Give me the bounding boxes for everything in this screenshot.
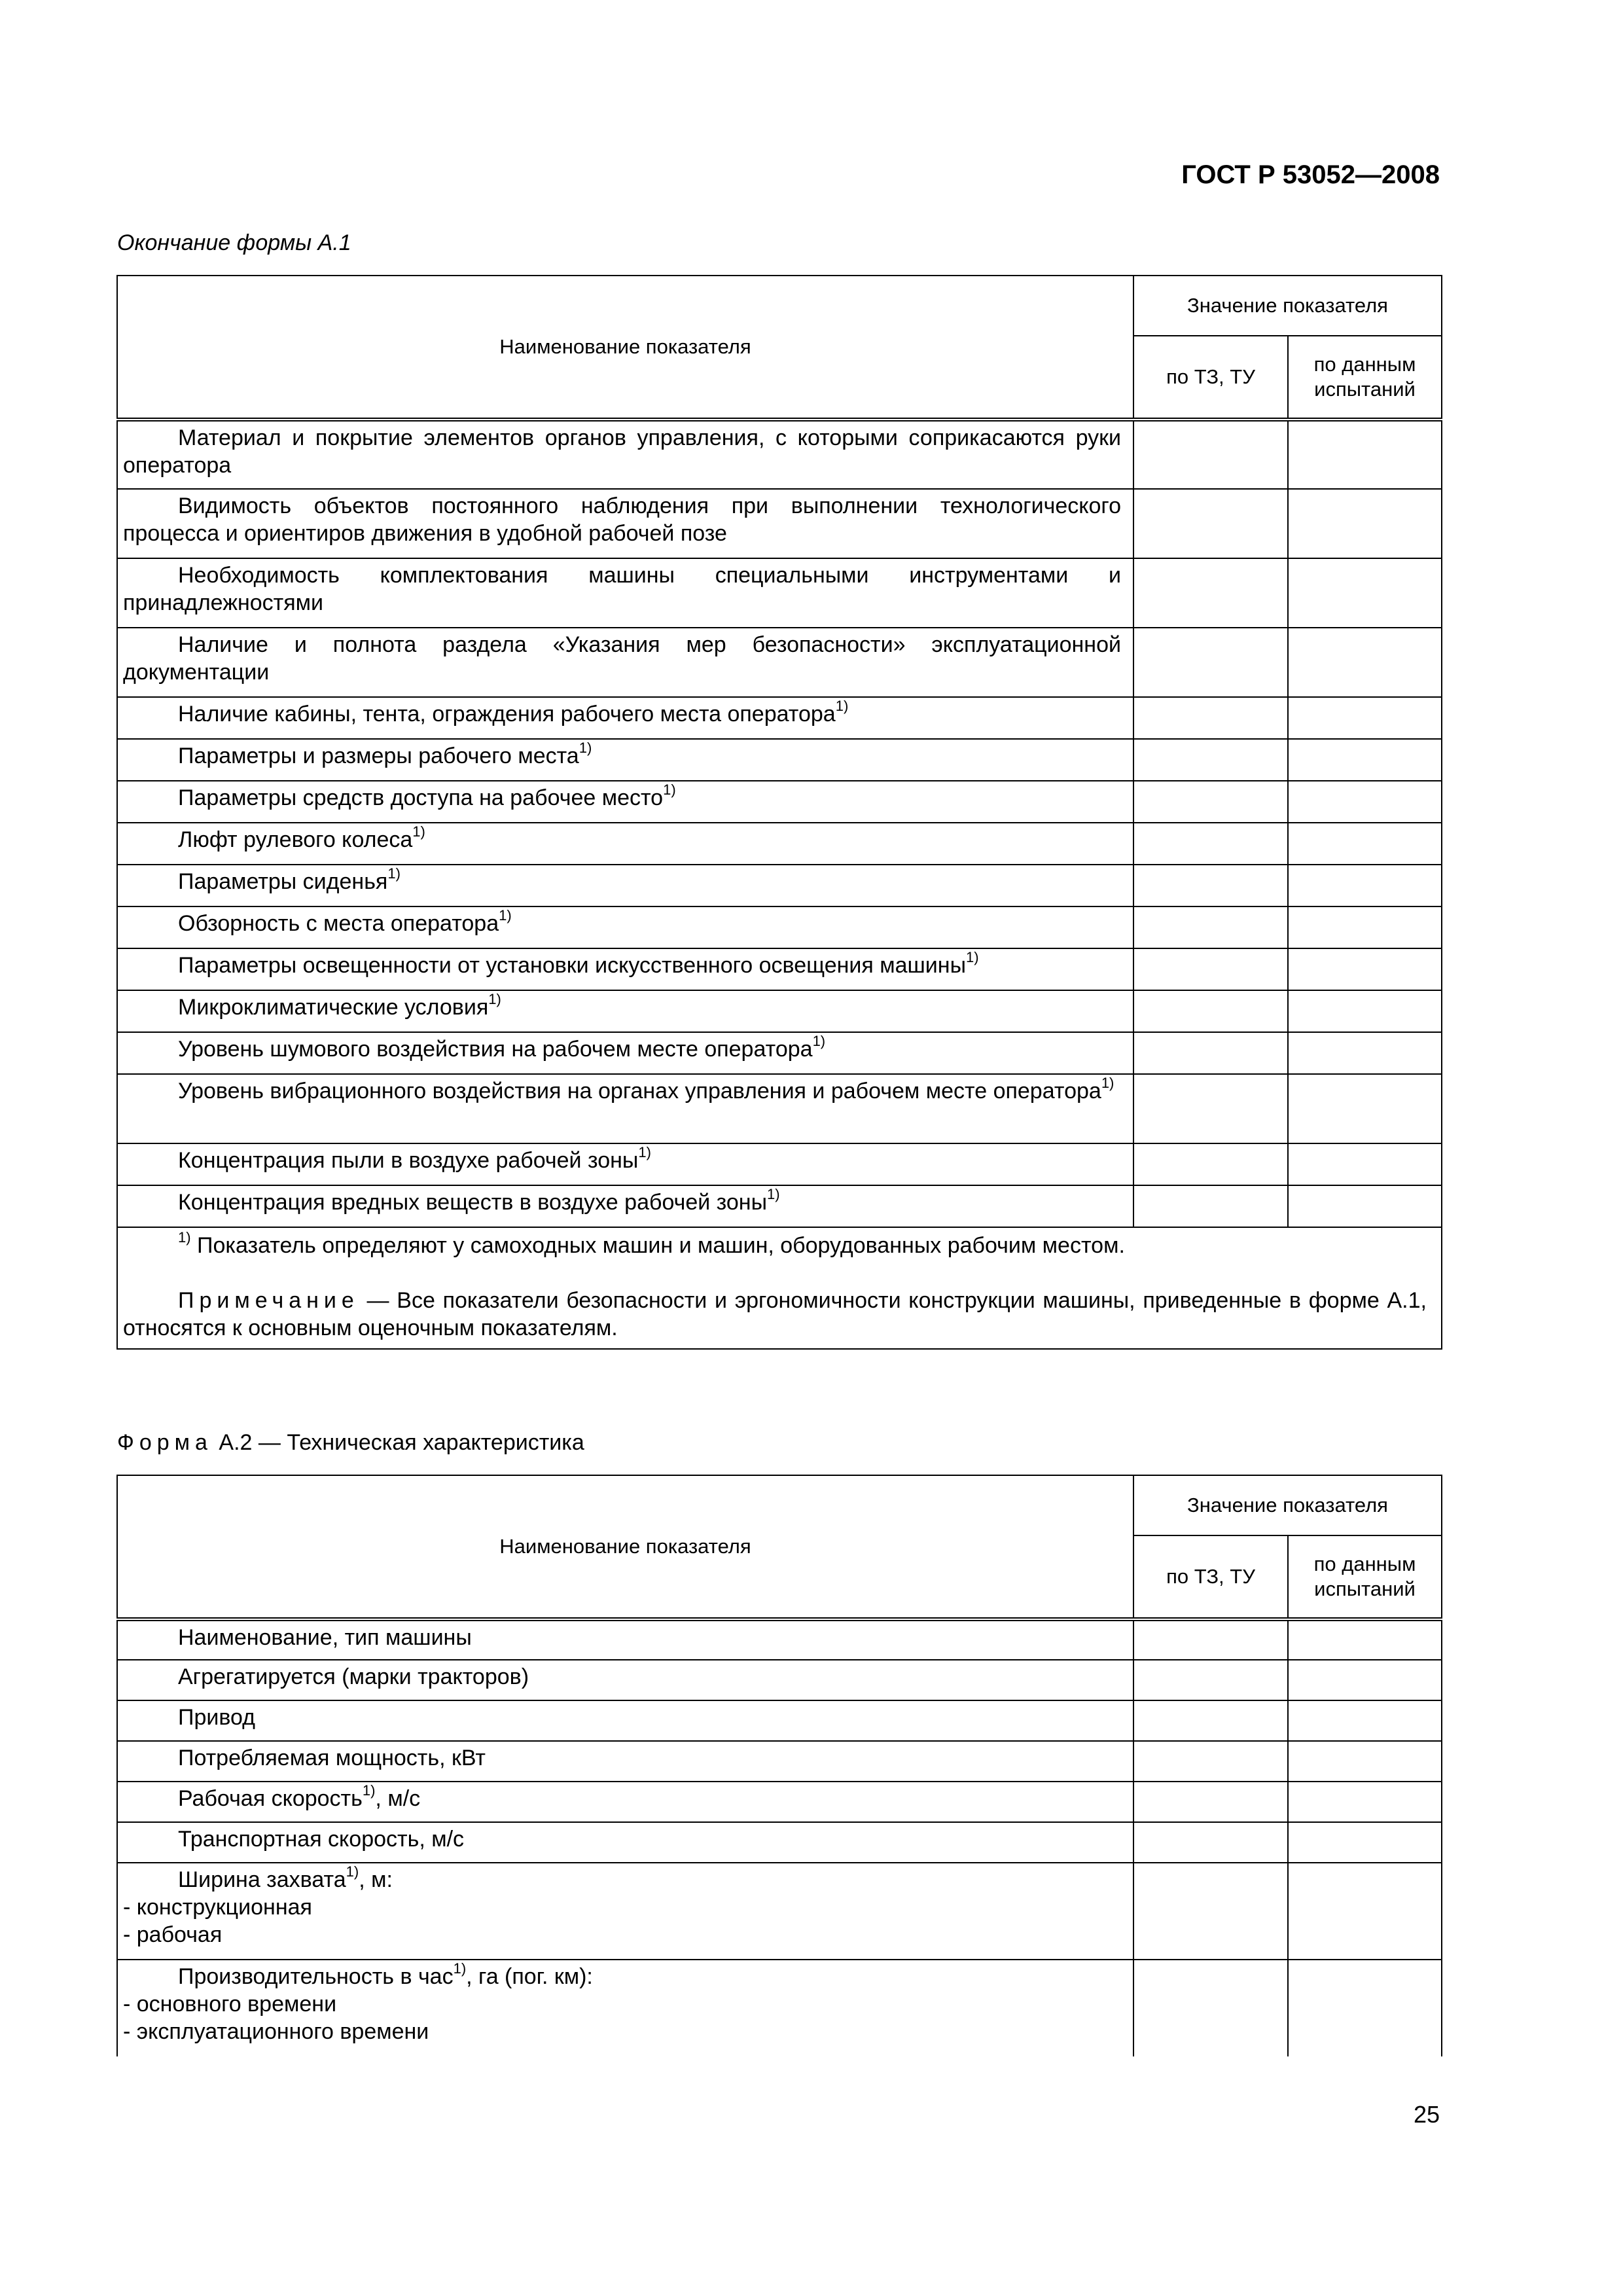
table-row <box>117 1822 1442 1863</box>
table-row <box>117 489 1442 558</box>
value-cell-test <box>1288 1863 1442 1960</box>
note-text: — Все показатели безопасности и эргономичности конструкции машины, приведенные в форме А.1, относятся к основным оценочным показателям. <box>123 1288 1427 1340</box>
column-header-tz: по ТЗ, ТУ <box>1133 336 1288 420</box>
value-cell-tz <box>1133 558 1288 628</box>
table-row <box>117 823 1442 865</box>
table-row <box>117 1619 1442 1660</box>
footnote-ref: 1) <box>453 1960 467 1977</box>
value-cell-test <box>1288 781 1442 823</box>
row-sub-item: - конструкционная <box>123 1895 312 1920</box>
footnote-text: Показатель определяют у самоходных машин и машин, оборудованных рабочим местом. <box>197 1233 1125 1258</box>
value-cell-test <box>1288 1741 1442 1782</box>
table-row <box>117 1660 1442 1700</box>
row-label: Люфт рулевого колеса <box>178 827 413 852</box>
table-row <box>117 990 1442 1032</box>
form-a2-caption-label: Форма <box>117 1430 213 1455</box>
footnote-ref: 1) <box>663 781 676 798</box>
value-cell-test <box>1288 1660 1442 1700</box>
document-id: ГОСТ Р 53052—2008 <box>1181 160 1440 189</box>
form-a1-table <box>116 275 1442 1350</box>
row-label: Рабочая скорость <box>178 1786 363 1811</box>
column-header-name: Наименование показателя <box>117 276 1133 420</box>
row-label: Параметры освещенности от установки искусственного освещения машины <box>178 953 967 978</box>
row-sub-item: - рабочая <box>123 1922 223 1947</box>
column-header-test: по данным испытаний <box>1288 1535 1442 1619</box>
table-row <box>117 1863 1442 1960</box>
value-cell-test <box>1288 1782 1442 1822</box>
table-row <box>117 1782 1442 1822</box>
value-cell-tz <box>1133 1960 1288 2056</box>
row-label: Видимость объектов постоянного наблюдения при выполнении технологического процесса и ориентиров движения в удобной рабочей позе <box>123 493 1121 546</box>
value-cell-test <box>1288 489 1442 558</box>
value-cell-tz <box>1133 1822 1288 1863</box>
value-cell-tz <box>1133 823 1288 865</box>
value-cell-test <box>1288 823 1442 865</box>
row-label-unit: , м: <box>359 1867 393 1892</box>
row-label: Обзорность с места оператора <box>178 911 499 936</box>
notes-row <box>117 1227 1442 1349</box>
form-a1-caption: Окончание формы А.1 <box>117 230 351 255</box>
value-cell-test <box>1288 739 1442 781</box>
table-row <box>117 906 1442 948</box>
table-row <box>117 865 1442 906</box>
note <box>123 1287 1427 1342</box>
form-a2-caption <box>117 1430 584 1456</box>
value-cell-tz <box>1133 1074 1288 1143</box>
table-row <box>117 628 1442 697</box>
value-cell-tz <box>1133 1863 1288 1960</box>
footnote-ref: 1) <box>767 1185 780 1202</box>
form-a2-table <box>116 1475 1442 2056</box>
row-label: Производительность в час <box>178 1964 454 1989</box>
value-cell-test <box>1288 990 1442 1032</box>
value-cell-tz <box>1133 1185 1288 1227</box>
value-cell-test <box>1288 1185 1442 1227</box>
row-label-unit: , м/с <box>375 1786 421 1811</box>
note-label: Примечание <box>178 1288 359 1313</box>
footnote-ref: 1) <box>966 948 979 965</box>
value-cell-tz <box>1133 781 1288 823</box>
table-row <box>117 948 1442 990</box>
footnote-ref: 1) <box>412 823 425 840</box>
footnote-ref: 1) <box>387 865 401 882</box>
value-cell-tz <box>1133 1032 1288 1074</box>
value-cell-test <box>1288 1822 1442 1863</box>
value-cell-tz <box>1133 628 1288 697</box>
footnote-ref: 1) <box>812 1032 826 1049</box>
footnote-mark: 1) <box>178 1229 191 1246</box>
value-cell-tz <box>1133 948 1288 990</box>
value-cell-test <box>1288 906 1442 948</box>
table-row <box>117 1074 1442 1143</box>
row-label: Наличие и полнота раздела «Указания мер безопасности» эксплуатационной документации <box>123 632 1121 685</box>
table-row <box>117 697 1442 739</box>
footnote <box>123 1229 1427 1259</box>
value-cell-test <box>1288 1074 1442 1143</box>
value-cell-test <box>1288 1619 1442 1660</box>
value-cell-test <box>1288 1032 1442 1074</box>
row-label: Наименование, тип машины <box>178 1625 472 1650</box>
row-label: Концентрация пыли в воздухе рабочей зоны <box>178 1148 639 1173</box>
value-cell-tz <box>1133 906 1288 948</box>
value-cell-tz <box>1133 1619 1288 1660</box>
value-cell-test <box>1288 697 1442 739</box>
form-a2-caption-text: А.2 — Техническая характеристика <box>219 1430 584 1455</box>
table-row <box>117 739 1442 781</box>
row-label: Параметры сиденья <box>178 869 388 894</box>
row-label: Параметры средств доступа на рабочее место <box>178 785 664 810</box>
row-sub-item: - основного времени <box>123 1992 337 2017</box>
table-row <box>117 558 1442 628</box>
value-cell-test <box>1288 1700 1442 1741</box>
column-header-value: Значение показателя <box>1133 276 1442 336</box>
value-cell-test <box>1288 948 1442 990</box>
row-label: Параметры и размеры рабочего места <box>178 744 579 768</box>
row-label: Уровень шумового воздействия на рабочем месте оператора <box>178 1037 813 1062</box>
footnote-ref: 1) <box>362 1782 376 1799</box>
table-row <box>117 420 1442 489</box>
column-header-name: Наименование показателя <box>117 1475 1133 1619</box>
row-label: Микроклиматические условия <box>178 995 489 1020</box>
value-cell-test <box>1288 1960 1442 2056</box>
footnote-ref: 1) <box>579 739 592 756</box>
footnote-ref: 1) <box>1101 1074 1115 1091</box>
row-label: Необходимость комплектования машины специальными инструментами и принадлежностями <box>123 563 1121 615</box>
value-cell-tz <box>1133 697 1288 739</box>
row-label: Материал и покрытие элементов органов управления, с которыми соприкасаются руки оператора <box>123 425 1121 478</box>
row-label: Наличие кабины, тента, ограждения рабочего места оператора <box>178 702 836 726</box>
row-label: Уровень вибрационного воздействия на органах управления и рабочем месте оператора <box>178 1079 1101 1103</box>
row-label: Привод <box>178 1705 256 1730</box>
column-header-test: по данным испытаний <box>1288 336 1442 420</box>
page-number: 25 <box>1413 2101 1440 2128</box>
value-cell-tz <box>1133 865 1288 906</box>
row-sub-item: - эксплуатационного времени <box>123 2019 429 2044</box>
row-label: Транспортная скорость, м/с <box>178 1827 465 1852</box>
value-cell-test <box>1288 865 1442 906</box>
table-row <box>117 1741 1442 1782</box>
table-row <box>117 1960 1442 2056</box>
row-label: Ширина захвата <box>178 1867 346 1892</box>
footnote-ref: 1) <box>346 1863 359 1880</box>
value-cell-tz <box>1133 1741 1288 1782</box>
footnote-ref: 1) <box>638 1143 651 1160</box>
table-row <box>117 1032 1442 1074</box>
value-cell-test <box>1288 628 1442 697</box>
value-cell-tz <box>1133 1143 1288 1185</box>
footnote-ref: 1) <box>488 990 501 1007</box>
table-row <box>117 1700 1442 1741</box>
column-header-tz: по ТЗ, ТУ <box>1133 1535 1288 1619</box>
table-row <box>117 1143 1442 1185</box>
table-row <box>117 1185 1442 1227</box>
value-cell-tz <box>1133 1700 1288 1741</box>
value-cell-tz <box>1133 1660 1288 1700</box>
row-label: Агрегатируется (марки тракторов) <box>178 1664 529 1689</box>
table-row <box>117 781 1442 823</box>
row-label-unit: , га (пог. км): <box>466 1964 593 1989</box>
value-cell-tz <box>1133 739 1288 781</box>
value-cell-tz <box>1133 489 1288 558</box>
value-cell-tz <box>1133 1782 1288 1822</box>
footnote-ref: 1) <box>499 906 512 924</box>
footnote-ref: 1) <box>835 697 849 714</box>
column-header-value: Значение показателя <box>1133 1475 1442 1535</box>
value-cell-test <box>1288 420 1442 489</box>
value-cell-test <box>1288 1143 1442 1185</box>
value-cell-tz <box>1133 420 1288 489</box>
value-cell-test <box>1288 558 1442 628</box>
row-label: Концентрация вредных веществ в воздухе рабочей зоны <box>178 1190 768 1215</box>
row-label: Потребляемая мощность, кВт <box>178 1746 486 1770</box>
value-cell-tz <box>1133 990 1288 1032</box>
